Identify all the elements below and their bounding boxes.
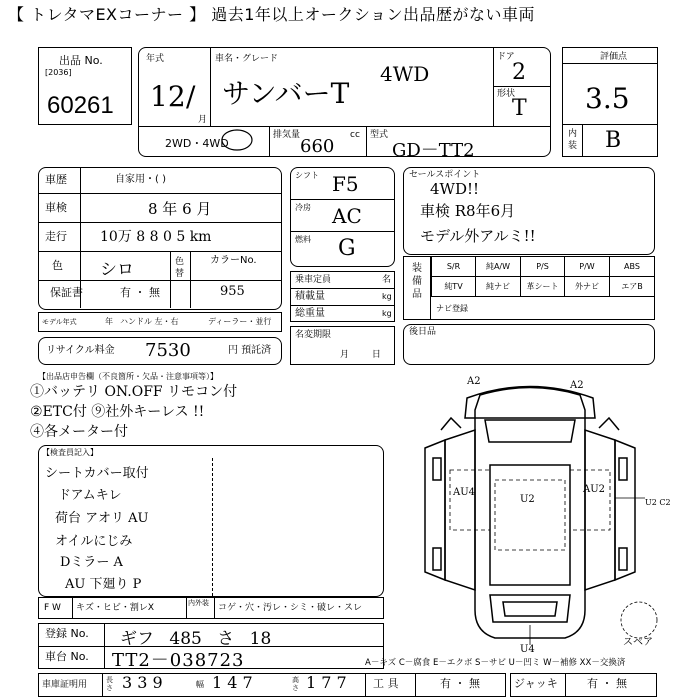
year-label: 年式 (146, 54, 165, 64)
score-label: 評価点 (600, 52, 628, 62)
jack-label: ジャッキ (514, 677, 558, 690)
displacement-label: 排気量 (273, 130, 301, 140)
ac-label: 冷房 (295, 203, 311, 212)
sales-point-label: セールスポイント (409, 170, 481, 180)
damage-legend: A－キズ C－腐食 E－エクボ S－サビ U－凹ミ W－補修 XX－交換済 (365, 658, 626, 668)
color-no-label: カラーNo. (210, 255, 257, 266)
notes-title: 【出品店申告欄（不良箇所・欠品・注意事項等）】 (38, 372, 218, 381)
equip-ext-navi: 外ナビ (564, 276, 610, 297)
inspector-line-1: シートカバー取付 (45, 466, 149, 481)
shift-label: シフト (295, 171, 319, 180)
navi-register: ナビ登録 (436, 304, 468, 313)
drive-circle (220, 128, 254, 152)
equip-leather: 革シート (520, 276, 565, 297)
type-label: 型式 (370, 130, 389, 140)
mark-a2-left: A2 (467, 376, 481, 387)
equipment-label: 装備品 (412, 263, 422, 300)
cert-height: 高さ (292, 676, 299, 692)
model-year-unit: 年 (105, 317, 113, 326)
change-term-label: 名変期限 (295, 330, 332, 340)
lot-number: 60261 (47, 92, 114, 119)
total-unit: kg (382, 309, 392, 318)
ac-val: AC (332, 204, 362, 228)
mark-au2: AU2 (583, 484, 606, 495)
shape-label: 形状 (497, 89, 516, 99)
inspector-line-5: Dミラー A (60, 555, 123, 570)
model-name: サンバーT (222, 77, 350, 110)
cert-height-val: 1 7 7 (306, 673, 347, 692)
jack-val: 有 ・ 無 (587, 677, 627, 690)
lot-sub: [2036] (45, 68, 72, 77)
warranty-val: 有 ・ 無 (120, 286, 160, 299)
lot-tag: 出品 No. (59, 54, 103, 67)
cert-len-val: 3 3 9 (122, 673, 163, 692)
later-items-box (403, 324, 655, 365)
inspector-line-4: オイルにじみ (55, 534, 133, 549)
total-label: 総重量 (295, 308, 325, 319)
model-drive: 4WD (380, 62, 430, 86)
displacement-unit: cc (350, 130, 360, 140)
dealer-label: ディーラー・並行 (208, 317, 272, 326)
shape-value: T (512, 96, 527, 121)
fuel-label: 燃料 (295, 235, 311, 244)
year-value: 12 (150, 80, 186, 113)
reg-label: 登録 No. (45, 627, 89, 640)
inspector-line-6: AU 下廻り P (65, 577, 142, 592)
inspector-title: 【検査員記入】 (42, 448, 98, 457)
mark-u4: U4 (520, 644, 535, 655)
tools-val: 有 ・ 無 (440, 677, 480, 690)
history-color-val: シロ (100, 260, 134, 280)
recycle-label: リサイクル料金 (46, 345, 115, 356)
equip-navi: 純ナビ (475, 276, 521, 297)
spare-label: スペア (623, 637, 653, 648)
sales-point-line-1: 4WD!! (430, 180, 480, 198)
type-value: GD－TT2 (392, 140, 475, 161)
capacity-unit: 名 (382, 275, 392, 285)
drive-row: 2WD・4WD (165, 137, 229, 150)
mark-u2-center: U2 (520, 494, 535, 505)
legend-interior: 内外装 (188, 599, 209, 607)
inspector-line-2: ドアムキレ (58, 488, 122, 503)
model-year-label: モデル年式 (42, 318, 77, 326)
legend-interior-items: コゲ・穴・汚レ・シミ・破レ・スレ (218, 603, 363, 613)
inspector-line-3: 荷台 アオリ AU (55, 511, 149, 526)
sales-point-line-3: モデル外アルミ!! (420, 227, 536, 245)
capacity-label: 乗車定員 (295, 275, 332, 285)
equip-sr: S/R (431, 256, 476, 277)
equip-aw: 純A/W (475, 256, 521, 277)
mark-au4: AU4 (453, 487, 476, 498)
cert-len: 長さ (106, 676, 113, 692)
chassis-label: 車台 No. (45, 650, 89, 663)
sales-point-line-2: 車検 R8年6月 (420, 202, 516, 220)
equip-abs: ABS (609, 256, 655, 277)
cert-width-val: 1 4 7 (212, 673, 253, 692)
interior-value: B (605, 128, 622, 153)
fuel-val: G (338, 236, 356, 261)
cert-label: 車庫証明用 (42, 680, 88, 690)
doors-value: 2 (512, 60, 526, 85)
tools-label: 工 具 (373, 677, 399, 690)
shift-val: F5 (332, 172, 359, 196)
notes-line-2: ②ETC付 ⑨社外キーレス !! (30, 404, 205, 420)
later-items-label: 後日品 (409, 327, 437, 337)
equip-pw: P/W (564, 256, 610, 277)
recycle-unit: 円 預託済 (228, 345, 272, 356)
warranty-label: 保証書 (50, 286, 83, 299)
reg-val: ギフ 485 さ 18 (120, 629, 272, 649)
equip-ps: P/S (520, 256, 565, 277)
equip-airbag: エアB (609, 276, 655, 297)
header-title: 【 トレタマEXコーナー 】 過去1年以上オークション出品歴がない車両 (8, 5, 536, 24)
history-reki-val: 自家用・( ) (115, 174, 166, 185)
vehicle-damage-diagram (395, 370, 695, 660)
year-slash: / (186, 80, 196, 113)
interior-label: 内装 (568, 129, 578, 151)
history-shaken-val: 8 年 6 月 (148, 200, 212, 218)
notes-line-3: ④各メーター付 (30, 424, 128, 440)
mark-a2-right: A2 (570, 380, 584, 391)
legend-fw: F W (44, 603, 61, 613)
color-change: 色替 (175, 257, 185, 279)
year-month-label: 月 (198, 115, 208, 125)
notes-line-1: ①バッテリ ON.OFF リモコン付 (30, 384, 238, 400)
chassis-val: TT2－038723 (112, 650, 245, 671)
cert-width: 幅 (196, 680, 204, 689)
mark-u2-c2: U2 C2 (645, 498, 671, 507)
history-mileage-val: 10万 8 8 0 5 km (100, 229, 212, 245)
doors-label: ドア (497, 52, 515, 62)
model-label: 車名・グレード (215, 54, 279, 64)
spare-tire-icon (621, 602, 657, 638)
load-unit: kg (382, 292, 392, 301)
recycle-val: 7530 (145, 340, 191, 361)
history-color: 色 (52, 259, 63, 272)
displacement-value: 660 (300, 136, 335, 157)
change-term-unit: 月 日 (340, 350, 381, 360)
load-label: 積載量 (295, 291, 325, 302)
history-shaken: 車検 (45, 201, 67, 214)
history-reki: 車歴 (45, 173, 67, 186)
equip-tv: 純TV (431, 276, 476, 297)
lot-box (38, 47, 132, 125)
history-mileage: 走行 (45, 230, 67, 243)
handle-label: ハンドル 左・右 (120, 317, 179, 326)
score-value: 3.5 (585, 82, 630, 115)
legend-fw-items: キズ・ヒビ・割レX (76, 603, 154, 613)
color-no-val: 955 (220, 284, 245, 299)
